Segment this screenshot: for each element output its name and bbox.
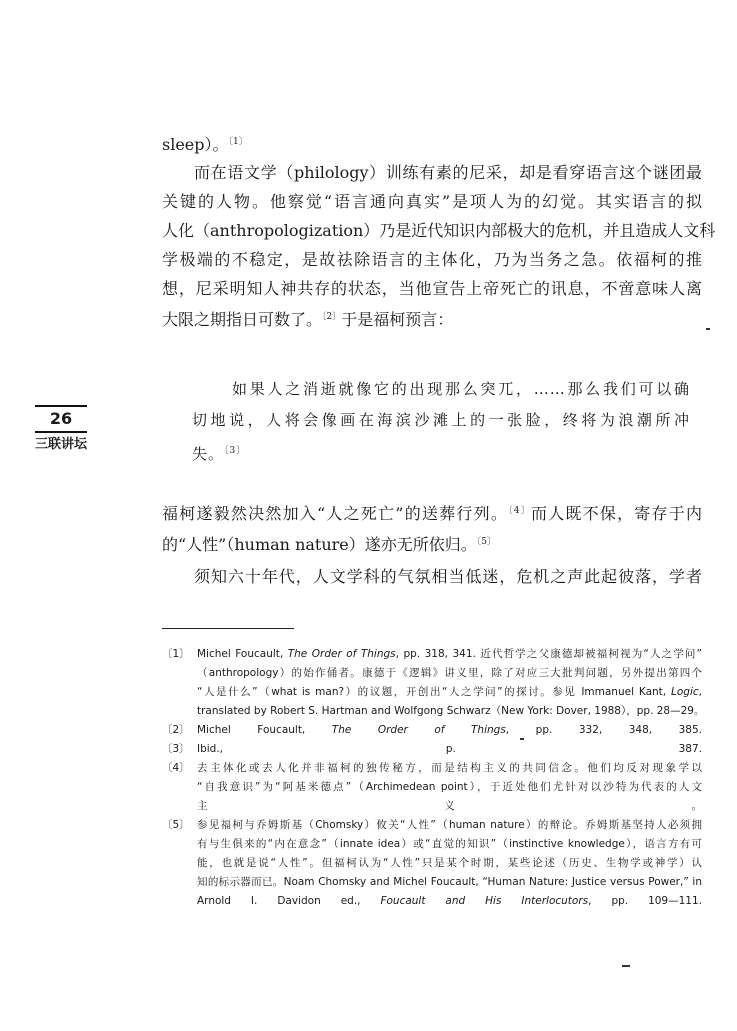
footnote-text: “人是什么”（what is man?）的议题，开创出“人之学问”的探讨。参见 Immanuel Kant, [197, 686, 672, 698]
footnote-text: , pp. 318, 341. 近代哲学之父康德却被福柯视为“人之学问” [395, 648, 702, 660]
paragraph-1-line: 学极端的不稳定，是故祛除语言的主体化，乃为当务之急。依福柯的推 [162, 250, 702, 269]
footnote-text: 参见福柯与乔姆斯基（Chomsky）攸关“人性”（human nature）的辩论。乔姆斯基坚持人必须拥 [197, 819, 702, 831]
footnote-text: 去主体化或去人化并非福柯的独传秘方，而是结构主义的共同信念。他们均反对现象学以 [197, 762, 702, 774]
page-number: 26 [49, 409, 73, 428]
footnote-ref-2[interactable]: 〔2〕 [322, 312, 342, 322]
paragraph-1 [162, 158, 716, 334]
footnote-text: , pp. 109—111. [588, 895, 702, 907]
footnote-line [197, 702, 705, 721]
footnote-text: “自我意识”为“阿基米德点”（Archimedean point），于近处他们尤针对以沙特为代表的人文 [197, 781, 702, 793]
footnote-number: 〔4〕 [162, 762, 190, 774]
footnote-line [197, 664, 702, 683]
footnote-line [197, 854, 702, 873]
scan-speck [520, 738, 524, 740]
footnote-text: （anthropology）的始作俑者。康德于《逻辑》讲义里，除了对应三大批判问题，另外提出第四个 [197, 667, 702, 679]
footnote-line [197, 816, 702, 835]
footnote-ref-1[interactable]: 〔1〕 [228, 137, 248, 147]
footnote-ref-4[interactable]: 〔4〕 [508, 506, 531, 516]
book-title: The Order of Things [331, 724, 506, 736]
footnote-line [197, 873, 702, 892]
paragraph-1-line: 大限之期指日可数了。 [162, 310, 323, 329]
paragraph-1-line: 关键的人物。他察觉“语言通向真实”是项人为的幻觉。其实语言的拟 [162, 192, 702, 211]
side-mid-rule [35, 431, 87, 433]
footnote-line [197, 797, 702, 816]
book-title: Logic [671, 686, 699, 698]
footnote-ref-3[interactable]: 〔3〕 [224, 446, 247, 456]
footnote-text: 知的标示器而已。Noam Chomsky and Michel Foucault, “Human Nature: Justice versus Power,” in [197, 876, 702, 888]
quote-line: 失。 [192, 445, 225, 463]
footnote-line [197, 892, 702, 911]
paragraph-0-text: sleep）。 [162, 135, 229, 154]
footnote-number: 〔3〕 [162, 743, 190, 755]
footnote-text: , pp. 332, 348, 385. [505, 724, 702, 736]
footnote-text: Arnold I. Davidon ed., [197, 895, 381, 907]
paragraph-1-tail: 于是福柯预言： [341, 310, 454, 329]
footnote-text: 有与生俱来的“内在意念”（innate idea）或“直觉的知识”（instinctive knowledge），语言方有可 [197, 838, 702, 850]
footnote-line [197, 835, 702, 854]
footnote-4 [162, 759, 702, 816]
footnote-text: Michel Foucault, [197, 648, 288, 660]
footnote-number: 〔5〕 [162, 819, 190, 831]
footnote-2 [162, 721, 702, 740]
paragraph-3 [162, 562, 702, 591]
paragraph-2-line-2 [162, 528, 702, 559]
footnote-number: 〔2〕 [162, 724, 190, 736]
footnote-3 [162, 740, 702, 759]
footnote-text: translated by Robert S. Hartman and Wolfgong Schwarz（New York: Dover, 1988），pp. 28—29。 [197, 705, 705, 717]
paragraph-1-last-line [162, 303, 702, 334]
footnote-line [197, 721, 702, 740]
footnote-separator [162, 628, 294, 629]
series-title: 三联讲坛 [35, 437, 88, 452]
block-quote [192, 374, 690, 470]
footnote-text: 主义。 [197, 800, 702, 812]
paragraph-2-text-b: 而人既不保，寄存于内 [530, 504, 702, 523]
footnote-number: 〔1〕 [162, 648, 190, 660]
footnotes [162, 645, 705, 911]
footnote-text: Michel Foucault, [197, 724, 332, 736]
paragraph-2-line-1 [162, 497, 702, 528]
side-top-rule [35, 405, 87, 407]
footnote-line [197, 759, 702, 778]
footnote-text: , [698, 686, 702, 698]
footnote-text: Ibid., p. 387. [197, 743, 702, 755]
paragraph-3-line: 须知六十年代，人文学科的气氛相当低迷，危机之声此起彼落，学者 [194, 567, 702, 586]
quote-last-line [192, 436, 690, 470]
footnote-1 [162, 645, 705, 721]
footnote-line [197, 645, 702, 664]
footnote-line [197, 740, 702, 759]
book-title: Foucault and His Interlocutors [380, 895, 589, 907]
paragraph-1-line: 想，尼采明知人神共存的状态，当他宣告上帝死亡的讯息，不啻意味人离 [162, 279, 702, 298]
paragraph-0 [162, 128, 702, 159]
footnote-5 [162, 816, 702, 911]
paragraph-2-text-c: 的“人性”（human nature）遂亦无所依归。 [162, 535, 477, 554]
quote-line: 切地说，人将会像画在海滨沙滩上的一张脸，终将为浪潮所冲 [192, 411, 690, 429]
footnote-line [197, 778, 702, 797]
paragraph-1-line: 而在语文学（philology）训练有素的尼采，却是看穿语言这个谜团最 [194, 163, 702, 182]
footnote-text: 能，也就是说“人性”。但福柯认为“人性”只是某个时期，某些论述（历史、生物学或神学）认 [197, 857, 702, 869]
quote-line: 如果人之消逝就像它的出现那么突兀，……那么我们可以确 [232, 380, 690, 398]
footnote-line [197, 683, 702, 702]
scan-speck [622, 965, 630, 967]
paragraph-2-text-a: 福柯遂毅然决然加入“人之死亡”的送葬行列。 [162, 504, 509, 523]
book-title: The Order of Things [287, 648, 396, 660]
paragraph-2 [162, 497, 702, 559]
side-label [35, 405, 87, 455]
scan-speck [706, 328, 710, 330]
footnote-ref-5[interactable]: 〔5〕 [476, 537, 497, 547]
paragraph-1-line: 人化（anthropologization）乃是近代知识内部极大的危机，并且造成人文科 [162, 221, 716, 240]
